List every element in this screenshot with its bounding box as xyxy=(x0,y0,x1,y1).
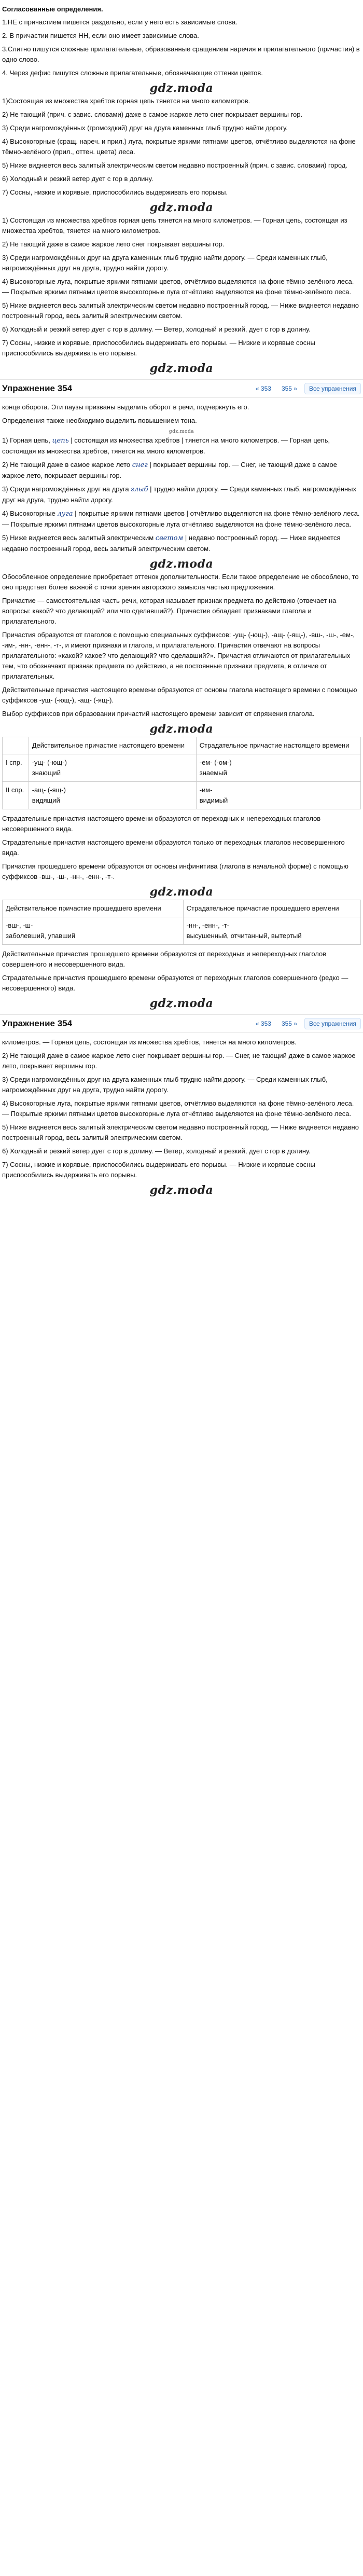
table-cell: -вш-, -ш- заболевший, упавший xyxy=(3,917,184,945)
table-cell: -ащ- (-ящ-) видящий xyxy=(29,782,196,809)
rule-item: 3.Слитно пишутся сложные прилагательные, образованные сращением наречия и прилагательного (причастия) в одно слово. xyxy=(2,45,360,63)
table-cell: II спр. xyxy=(3,782,29,809)
task-title: Упражнение 354 xyxy=(2,1018,73,1028)
item-text: | недавно построенный город. — Ниже виднеется недавно построенный город, весь залитый электрическим светом. xyxy=(2,534,341,553)
list-item: 5) Ниже виднеется весь залитый электрическим светом недавно построенный город. — Ниже виднеется недавно построенный город, весь залитый электрическим светом. xyxy=(2,301,359,320)
item-text: 1) Горная цепь, xyxy=(2,436,52,444)
watermark: gdz.moda xyxy=(149,1183,214,1197)
next-task-button[interactable]: 355 » xyxy=(281,1020,297,1027)
intro-text xyxy=(2,402,361,426)
task-nav-bar-2 xyxy=(0,1014,363,1033)
list-item: 5) Ниже виднеется весь залитый электрическим светом недавно построенный город. — Ниже виднеется недавно построенный город, весь залитый электрическим светом. xyxy=(2,1123,359,1141)
watermark: gdz.moda xyxy=(149,997,214,1010)
next-task-button[interactable]: 355 » xyxy=(281,385,297,392)
handwritten-mark: светом xyxy=(155,534,184,542)
prev-task-button[interactable]: « 353 xyxy=(255,1020,271,1027)
list-item: 3) Среди нагромождённых (громоздкий) друг на друга каменных глыб трудно найти дорогу. xyxy=(2,124,288,132)
paragraph: конце оборота. Эти паузы призваны выделить оборот в речи, подчеркнуть его. xyxy=(2,403,249,411)
paragraph: Страдательные причастия настоящего времени образуются только от переходных глаголов несовершенного вида. xyxy=(2,838,345,857)
paragraph: Обособленное определение приобретает оттенок дополнительности. Если такое определение не обособлено, то оно предстает более важной с точки зрения авторского замысла частью предложения. xyxy=(2,573,359,591)
section-heading: Согласованные определения. xyxy=(2,5,103,13)
watermark-small: gdz.moda xyxy=(169,429,194,434)
item-text: 5) Ниже виднеется весь залитый электрическим xyxy=(2,534,156,542)
table-header-cell: Действительное причастие настоящего времени xyxy=(29,737,196,754)
theory-text xyxy=(2,572,361,719)
table-cell: I спр. xyxy=(3,754,29,782)
table-cell: -ущ- (-ющ-) знающий xyxy=(29,754,196,782)
rule-item: 4. Через дефис пишутся сложные прилагательные, обозначающие оттенки цветов. xyxy=(2,69,263,77)
item-text: 2) Не тающий даже в самое жаркое лето xyxy=(2,461,132,469)
items-annotated xyxy=(2,96,361,198)
handwritten-mark: глыб xyxy=(131,486,148,493)
item-text: | трудно найти дорогу. — Среди каменных глыб, нагромождённых друг на друга, трудно найти дорогу. xyxy=(2,485,357,504)
prev-task-button[interactable]: « 353 xyxy=(255,385,271,392)
list-item: 6) Холодный и резкий ветер дует с гор в долину. — Ветер, холодный и резкий, дует с гор в долину. xyxy=(2,1147,311,1155)
items-rewritten xyxy=(2,215,361,359)
handwritten-mark: цепь xyxy=(52,437,69,445)
paragraph: Страдательные причастия прошедшего времени образуются от переходных глаголов совершенного (редко — несовершенного) вида. xyxy=(2,974,348,992)
annotated-item xyxy=(2,460,361,481)
rules-list xyxy=(2,17,361,78)
list-item: 2) Не тающий (прич. с завис. словами) даже в самое жаркое лето снег покрывает вершины гор. xyxy=(2,111,303,118)
item-text: | состоящая из множества хребтов | тянется на много километров. — Горная цепь, состоящая из множества хребтов, тянется на много километров. xyxy=(2,436,330,455)
watermark: gdz.moda xyxy=(149,362,214,375)
section-3 xyxy=(0,1037,363,1197)
task-title: Упражнение 354 xyxy=(2,383,73,393)
paragraph: Выбор суффиксов при образовании причастий настоящего времени зависит от спряжения глагола. xyxy=(2,710,315,718)
task-nav-bar xyxy=(0,379,363,398)
paragraph: Определения также необходимо выделить повышением тона. xyxy=(2,417,197,424)
list-item: 4) Высокогорные луга, покрытые яркими пятнами цветов, отчётливо выделяются на фоне тёмно-зелёного леса. — Покрытые яркими пятнами цветов высокогорные луга отчётливо выделяются на фоне тёмно-зелёного леса. xyxy=(2,1099,354,1118)
paragraph: Действительные причастия настоящего времени образуются от основы глагола настоящего времени с помощью суффиксов -ущ- (-ющ-), -ащ- (-ящ-). xyxy=(2,686,357,704)
past-participles-table xyxy=(2,900,361,945)
table-row xyxy=(3,782,361,809)
paragraph: Причастия прошедшего времени образуются от основы инфинитива (глагола в начальной форме) с помощью суффиксов -вш-, -ш-, -нн-, -енн-, -т-. xyxy=(2,862,348,880)
table-header-row xyxy=(3,900,361,917)
after-table-text xyxy=(2,814,361,882)
watermark: gdz.moda xyxy=(149,722,214,736)
list-item: 4) Высокогорные луга, покрытые яркими пятнами цветов, отчётливо выделяются на фоне тёмно-зелёного леса. — Покрытые яркими пятнами цветов высокогорные луга отчётливо выделяются на фоне тёмно-зелёного леса. xyxy=(2,278,354,296)
list-item: 5) Ниже виднеется весь залитый электрическим светом недавно построенный (прич. с завис. словами) город. xyxy=(2,161,348,169)
list-item: километров. — Горная цепь, состоящая из множества хребтов, тянется на много километров. xyxy=(2,1038,297,1046)
section-1 xyxy=(0,5,363,375)
final-items xyxy=(2,1037,361,1180)
watermark: gdz.moda xyxy=(149,557,214,571)
list-item: 6) Холодный и резкий ветер дует с гор в долину. — Ветер, холодный и резкий, дует с гор в долину. xyxy=(2,325,311,333)
table-cell: -им- видимый xyxy=(196,782,360,809)
list-item: 3) Среди нагромождённых друг на друга каменных глыб трудно найти дорогу. — Среди каменных глыб, нагромождённых друг на друга, трудно найти дорогу. xyxy=(2,254,328,272)
item-text: | покрывает вершины гор. — Снег, не тающий даже в самое жаркое лето, покрывает вершины гор. xyxy=(2,461,337,479)
annotated-item xyxy=(2,435,361,457)
list-item: 1) Состоящая из множества хребтов горная цепь тянется на много километров. — Горная цепь, состоящая из множества хребтов, тянется на много километров. xyxy=(2,216,347,235)
list-item: 7) Сосны, низкие и корявые, приспособились выдерживать его порывы. xyxy=(2,188,228,196)
annotated-items xyxy=(2,435,361,554)
list-item: 4) Высокогорные (сращ. нареч. и прил.) луга, покрытые яркими пятнами цветов, отчётливо выделяются на фоне тёмно-зелёного (прил., оттен. цвета) леса. xyxy=(2,137,356,156)
annotated-item xyxy=(2,508,361,530)
handwritten-mark: луга xyxy=(57,510,73,518)
table-header-cell: Действительное причастие прошедшего времени xyxy=(3,900,184,917)
table-cell: -ем- (-ом-) знаемый xyxy=(196,754,360,782)
table-cell: -нн-, -енн-, -т- высушенный, отчитанный, вытертый xyxy=(183,917,360,945)
closing-text xyxy=(2,949,361,994)
all-tasks-button[interactable]: Все упражнения xyxy=(304,1018,361,1029)
present-participles-table xyxy=(2,737,361,809)
table-header-cell xyxy=(3,737,29,754)
annotated-item xyxy=(2,484,361,505)
rule-item: 1.НЕ с причастием пишется раздельно, если у него есть зависимые слова. xyxy=(2,18,238,26)
watermark: gdz.moda xyxy=(149,885,214,899)
paragraph: Действительные причастия прошедшего времени образуются от переходных и непереходных глаголов совершенного и несовершенного вида. xyxy=(2,950,327,968)
paragraph: Причастие — самостоятельная часть речи, которая называет признак предмета по действию (отвечает на вопросы: какой? что делающий? или что сделавший?). Причастие обладает признаками глагола и прилагательного. xyxy=(2,597,337,625)
table-header-cell: Страдательное причастие настоящего времени xyxy=(196,737,360,754)
list-item: 7) Сосны, низкие и корявые, приспособились выдерживать его порывы. — Низкие и корявые сосны приспособились выдерживать его порывы. xyxy=(2,1161,315,1179)
item-text: 4) Высокогорные xyxy=(2,509,58,517)
annotated-item xyxy=(2,533,361,554)
list-item: 6) Холодный и резкий ветер дует с гор в долину. xyxy=(2,175,153,183)
table-row xyxy=(3,754,361,782)
handwritten-mark: снег xyxy=(132,461,148,469)
paragraph: Причастия образуются от глаголов с помощью специальных суффиксов: -ущ- (-ющ-), -ащ- (-ящ-), -вш-, -ш-, -ем-, -им-, -нн-, -енн-, -т-, и имеют признаки и глагола, и прилагательного. Причастия отвечают на вопросы прилагательного: «какой? какое? что делающий? что сделавший?». Причастия отличаются от прилагательных тем, что обозначают признак предмета по действию, а не постоянные признаки предмета, в отличие от прилагательных. xyxy=(2,631,355,680)
watermark: gdz.moda xyxy=(149,201,214,214)
list-item: 2) Не тающий даже в самое жаркое лето снег покрывает вершины гор. — Снег, не тающий даже в самое жаркое лето, покрывает вершины гор. xyxy=(2,1052,356,1070)
rule-item: 2. В причастии пишется НН, если оно имеет зависимые слова. xyxy=(2,32,199,39)
table-header-row xyxy=(3,737,361,754)
watermark: gdz.moda xyxy=(149,81,214,95)
paragraph: Страдательные причастия настоящего времени образуются от переходных и непереходных глаголов несовершенного вида. xyxy=(2,815,321,833)
table-header-cell: Страдательное причастие прошедшего времени xyxy=(183,900,360,917)
item-text: 3) Среди нагромождённых друг на друга xyxy=(2,485,131,493)
table-row xyxy=(3,917,361,945)
list-item: 1)Состоящая из множества хребтов горная цепь тянется на много километров. xyxy=(2,97,250,105)
list-item: 3) Среди нагромождённых друг на друга каменных глыб трудно найти дорогу. — Среди каменных глыб, нагромождённых друг на друга, трудно найти дорогу. xyxy=(2,1076,328,1094)
section-2 xyxy=(0,402,363,1010)
item-text: | покрытые яркими пятнами цветов | отчётливо выделяются на фоне тёмно-зелёного леса. — Покрытые яркими пятнами цветов высокогорные луга отчётливо выделяются на фоне тёмно-зелёного леса. xyxy=(2,509,360,528)
list-item: 7) Сосны, низкие и корявые, приспособились выдерживать его порывы. — Низкие и корявые сосны приспособились выдерживать его порывы. xyxy=(2,339,315,357)
list-item: 2) Не тающий даже в самое жаркое лето снег покрывает вершины гор. xyxy=(2,240,225,248)
all-tasks-button[interactable]: Все упражнения xyxy=(304,383,361,394)
